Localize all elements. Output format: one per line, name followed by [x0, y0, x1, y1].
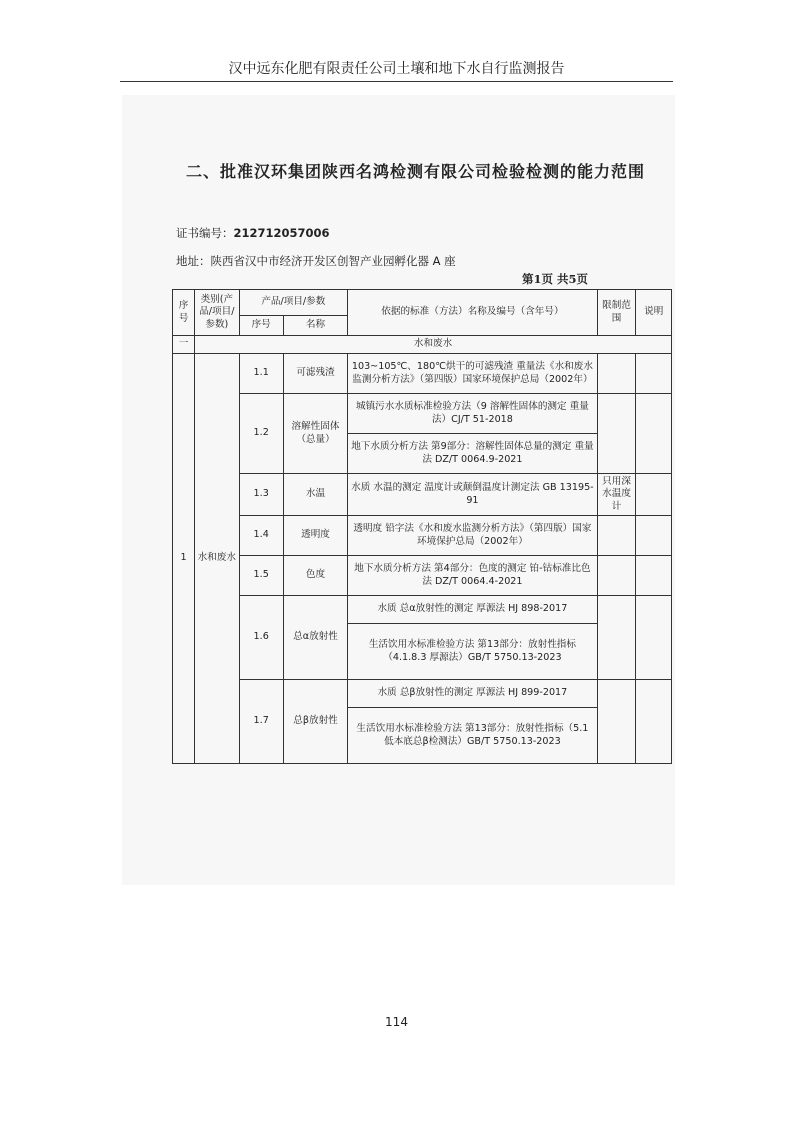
item-name: 溶解性固体（总量） [283, 394, 347, 474]
item-standard: 水质 总α放射性的测定 厚源法 HJ 898-2017 [348, 596, 598, 624]
item-standard: 103~105℃、180℃烘干的可滤残渣 重量法《水和废水监测分析方法》（第四版）国家环境保护总局（2002年） [348, 354, 598, 394]
item-note [636, 474, 672, 516]
item-no: 1.5 [239, 556, 283, 596]
header-product: 产品/项目/参数 [239, 290, 348, 316]
item-no: 1.3 [239, 474, 283, 516]
header-note: 说明 [636, 290, 672, 336]
item-limit [597, 354, 636, 394]
header-rule [120, 81, 673, 82]
header-sub-seq: 序号 [239, 316, 283, 336]
item-no: 1.6 [239, 596, 283, 680]
page-count: 第1页 共5页 [522, 272, 589, 286]
item-name: 水温 [283, 474, 347, 516]
item-no: 1.1 [239, 354, 283, 394]
item-limit [597, 556, 636, 596]
certificate-number: 212712057006 [233, 226, 330, 240]
item-note [636, 394, 672, 474]
item-standard: 地下水质分析方法 第4部分：色度的测定 铂-钴标准比色法 DZ/T 0064.4-2021 [348, 556, 598, 596]
running-header: 汉中远东化肥有限责任公司土壤和地下水自行监测报告 [228, 61, 565, 77]
scanned-page [122, 95, 675, 885]
page-number: 114 [385, 1015, 408, 1029]
item-note [636, 354, 672, 394]
header-sub-name: 名称 [283, 316, 347, 336]
item-standard: 城镇污水水质标准检验方法（9 溶解性固体的测定 重量法）CJ/T 51-2018 [348, 394, 598, 434]
row-seq: 1 [173, 354, 195, 764]
item-limit [597, 394, 636, 474]
item-limit: 只用深水温度计 [597, 474, 636, 516]
address-line: 地址：陕西省汉中市经济开发区创智产业园孵化器 A 座 [176, 254, 456, 268]
item-standard: 水质 总β放射性的测定 厚源法 HJ 899-2017 [348, 680, 598, 708]
item-note [636, 596, 672, 680]
item-name: 可滤残渣 [283, 354, 347, 394]
header-seq: 序号 [173, 290, 195, 336]
item-note [636, 556, 672, 596]
item-limit [597, 680, 636, 764]
item-name: 总β放射性 [283, 680, 347, 764]
header-category: 类别(产品/项目/参数) [195, 290, 239, 336]
item-standard: 透明度 铅字法《水和废水监测分析方法》（第四版）国家环境保护总局（2002年） [348, 516, 598, 556]
capability-table [172, 289, 672, 764]
item-limit [597, 596, 636, 680]
header-limit: 限制范围 [597, 290, 636, 336]
item-name: 透明度 [283, 516, 347, 556]
item-note [636, 680, 672, 764]
item-standard: 水质 水温的测定 温度计或颠倒温度计测定法 GB 13195-91 [348, 474, 598, 516]
item-no: 1.4 [239, 516, 283, 556]
row-category: 水和废水 [195, 354, 239, 764]
item-no: 1.2 [239, 394, 283, 474]
certificate-label: 证书编号： [176, 226, 234, 240]
item-standard: 生活饮用水标准检验方法 第13部分：放射性指标（5.1 低本底总β检测法）GB/T 5750.13-2023 [348, 708, 598, 764]
section-title: 二、批准汉环集团陕西名鸿检测有限公司检验检测的能力范围 [186, 162, 646, 181]
item-name: 总α放射性 [283, 596, 347, 680]
item-standard: 地下水质分析方法 第9部分：溶解性固体总量的测定 重量法 DZ/T 0064.9-2021 [348, 434, 598, 474]
item-note [636, 516, 672, 556]
group-name: 水和废水 [195, 336, 672, 354]
group-seq: 一 [173, 336, 195, 354]
item-no: 1.7 [239, 680, 283, 764]
item-standard: 生活饮用水标准检验方法 第13部分：放射性指标（4.1.8.3 厚源法）GB/T 5750.13-2023 [348, 624, 598, 680]
certificate-line [176, 225, 330, 241]
header-standard: 依据的标准（方法）名称及编号（含年号） [348, 290, 598, 336]
item-limit [597, 516, 636, 556]
item-name: 色度 [283, 556, 347, 596]
